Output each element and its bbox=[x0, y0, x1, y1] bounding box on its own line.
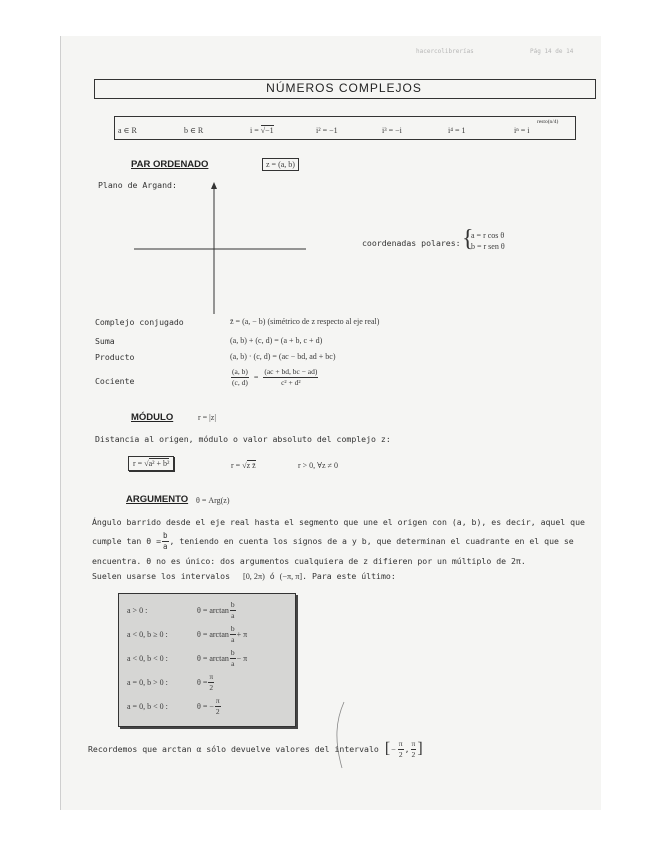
argumento-para-1: Ángulo barrido desde el eje real hasta el segmento que une el origen con (a, b), es decir, aquel que bbox=[92, 517, 585, 527]
argumento-para-4: Suelen usarse los intervalos [0, 2π) ó (−π, π]. Para este último: bbox=[92, 571, 396, 581]
case-row-4: a = 0, b > 0 : θ = $\frac{\pi}{2}$ bbox=[127, 672, 214, 692]
polar-label: coordenadas polares: bbox=[362, 238, 461, 248]
def-i-n: iⁿ = i bbox=[514, 126, 530, 135]
faint-header-text-2: Pág 14 de 14 bbox=[530, 48, 574, 55]
op-label-conjugado: Complejo conjugado bbox=[95, 317, 184, 327]
footer-note: Recordemos que arctan α sólo devuelve valores del intervalo [ − $\frac{\pi}{2}$ , $\frac{\pi}{2}$ ] bbox=[88, 739, 423, 759]
pencil-mark bbox=[330, 700, 360, 770]
op-expr-conjugado: z̄ = (a, − b) (simétrico de z respecto al eje real) bbox=[230, 317, 380, 326]
par-ordenado-heading: PAR ORDENADO bbox=[131, 159, 209, 170]
def-i-fourth: i⁴ = 1 bbox=[448, 126, 466, 135]
argumento-heading: ARGUMENTO bbox=[126, 494, 189, 505]
def-i-squared: i² = −1 bbox=[316, 126, 338, 135]
imag-axis-arrow bbox=[211, 182, 217, 189]
def-i-n-exponent: resto(n/4) bbox=[537, 119, 559, 125]
op-label-producto: Producto bbox=[95, 352, 135, 362]
plano-argand-label: Plano de Argand: bbox=[98, 180, 177, 190]
faint-header-text: hacercolibrerías bbox=[416, 48, 474, 55]
case-row-5: a = 0, b < 0 : θ = − $\frac{\pi}{2}$ bbox=[127, 696, 220, 716]
modulo-heading: MÓDULO bbox=[131, 412, 174, 423]
argumento-def: θ = Arg(z) bbox=[196, 496, 230, 505]
modulo-condition: r > 0, ∀z ≠ 0 bbox=[298, 461, 338, 470]
case-row-3: a < 0, b < 0 : θ = arctan $\frac{b}{a}$ − π bbox=[127, 648, 248, 668]
op-label-suma: Suma bbox=[95, 336, 115, 346]
par-ordenado-box: z = (a, b) bbox=[262, 158, 299, 171]
polar-b: b = r sen θ bbox=[471, 242, 505, 251]
argumento-para-2: cumple tan θ = $\frac{b}{a}$ , teniendo en cuenta los signos de a y b, que determinan el cuadrante en el que se bbox=[92, 531, 574, 551]
modulo-description: Distancia al origen, módulo o valor absoluto del complejo z: bbox=[95, 434, 391, 444]
modulo-def: r = |z| bbox=[198, 413, 216, 422]
argumento-para-3: encuentra. θ no es único: dos argumentos cualquiera de z difieren por un múltiplo de 2π. bbox=[92, 556, 526, 566]
op-expr-suma: (a, b) + (c, d) = (a + b, c + d) bbox=[230, 336, 323, 345]
def-i-cubed: i³ = −i bbox=[382, 126, 402, 135]
op-expr-producto: (a, b) · (c, d) = (ac − bd, ad + bc) bbox=[230, 352, 336, 361]
modulo-formula-box: r = √a² + b² bbox=[128, 456, 174, 471]
op-label-cociente: Cociente bbox=[95, 376, 135, 386]
def-i: i = √−1 bbox=[250, 126, 274, 135]
def-a-real: a ∈ R bbox=[118, 126, 137, 135]
case-row-1: a > 0 : θ = arctan $\frac{b}{a}$ bbox=[127, 600, 235, 620]
polar-a: a = r cos θ bbox=[471, 231, 505, 240]
modulo-formula-2: r = √z z̄ bbox=[231, 461, 256, 470]
def-b-real: b ∈ R bbox=[184, 126, 204, 135]
op-expr-cociente: $\frac{(a, b)}{(c, d)}$ = $\frac{(ac + bd, bc - ad)}{\text{c² + d²}}$ bbox=[232, 367, 318, 387]
polar-brace: { bbox=[462, 226, 474, 252]
page-title: NÚMEROS COMPLEJOS bbox=[266, 81, 422, 95]
argand-axes bbox=[130, 180, 310, 316]
case-row-2: a < 0, b ≥ 0 : θ = arctan $\frac{b}{a}$ + π bbox=[127, 624, 248, 644]
